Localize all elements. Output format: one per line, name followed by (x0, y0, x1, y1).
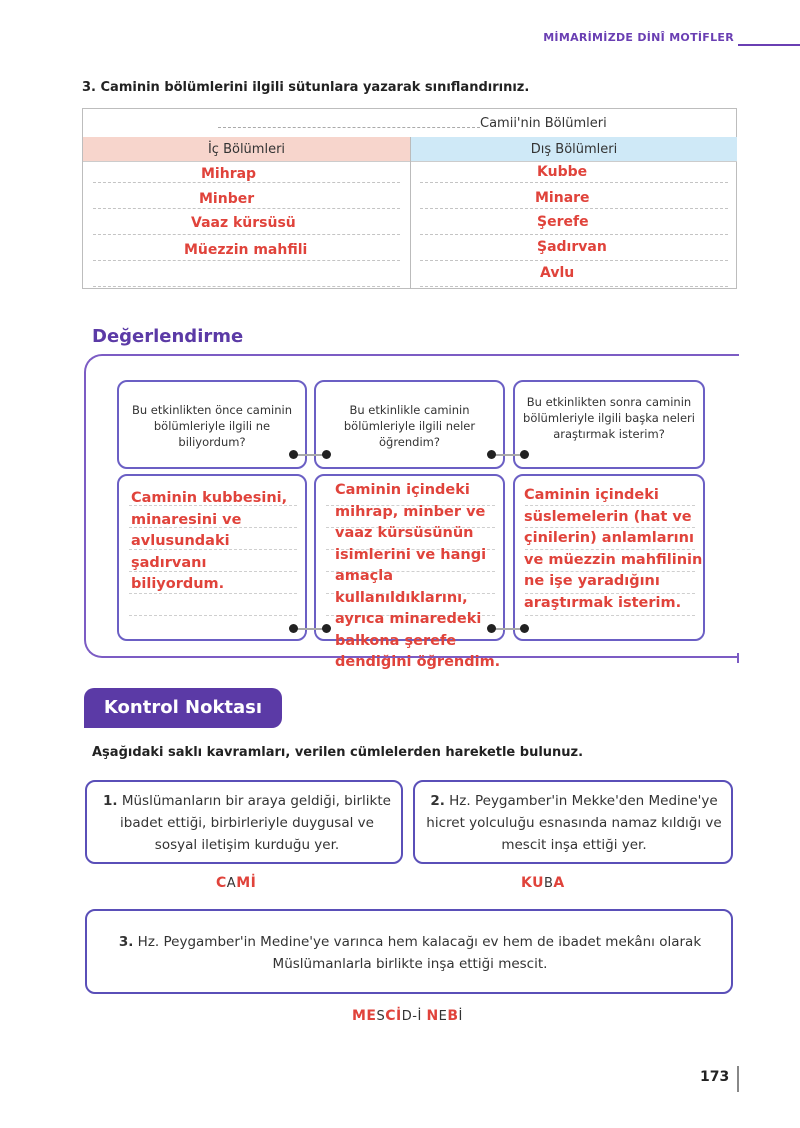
writing-line (129, 614, 297, 616)
question-after-text: Bu etkinlikten sonra caminin bölümleriyle ilgili başka neleri araştırmak isterim? (523, 395, 695, 441)
answer-3-part: N (426, 1008, 439, 1024)
outer-answer: Avlu (540, 265, 575, 281)
answer-after-text: Caminin içindeki süslemelerin (hat ve çinilerin) anlamlarını ve müezzin mahfilinin ne işe yaradığını araştırmak isterim. (524, 487, 703, 611)
writing-line (525, 614, 695, 616)
q3-text: . Caminin bölümlerini ilgili sütunlara yazarak sınıflandırınız. (91, 80, 530, 95)
connector-dot (322, 450, 331, 459)
checkpoint-instruction: Aşağıdaki saklı kavramları, verilen cümlelerden hareketle bulunuz. (92, 745, 584, 760)
answer-1-part: Mİ (236, 875, 257, 891)
answer-before-text: Caminin kubbesini, minaresini ve avlusundaki şadırvanı biliyordum. (131, 490, 288, 592)
outer-column-header (410, 137, 737, 162)
answer-2-part: A (553, 875, 565, 891)
answer-3-part: İ (458, 1009, 463, 1024)
table-title: Camii'nin Bölümleri (480, 116, 607, 131)
answer-3-part: ME (352, 1008, 377, 1024)
clue-2 (423, 790, 725, 856)
connector-dot (322, 624, 331, 633)
header-title: MİMARİMİZDE DİNÎ MOTİFLER (543, 31, 734, 44)
q3-title (82, 80, 529, 95)
evaluation-title: Değerlendirme (92, 326, 244, 347)
outer-column-label: Dış Bölümleri (530, 142, 618, 157)
writing-line (93, 285, 400, 287)
writing-line (420, 259, 728, 261)
frame-end-tick (737, 653, 739, 663)
inner-answer: Mihrap (201, 166, 257, 182)
page-number: 173 (700, 1069, 730, 1085)
connector-dot (289, 450, 298, 459)
header-underline (738, 44, 800, 46)
question-box-before (117, 380, 307, 469)
writing-line (420, 285, 728, 287)
question-learned-text: Bu etkinlikle caminin bölümleriyle ilgili neler öğrendim? (343, 403, 476, 449)
clue-1-text: Müslümanların bir araya geldiği, birlikte ibadet ettiği, birbirleriyle duygusal ve sosyal iletişim kurduğu yer. (120, 793, 391, 853)
outer-answer: Şadırvan (537, 239, 607, 255)
inner-answer: Müezzin mahfili (184, 242, 308, 258)
answer-3-part: D-İ (401, 1009, 422, 1024)
clue-1 (101, 790, 393, 856)
clue-3-text: Hz. Peygamber'in Medine'ye varınca hem kalacağı ev hem de ibadet mekânı olarak Müslümanlarla birlikte inşa ettiği mescit. (137, 934, 702, 972)
question-box-after (513, 380, 705, 469)
outer-answer: Minare (535, 190, 590, 206)
answer-3-part: B (447, 1008, 459, 1024)
table-header (83, 109, 736, 138)
outer-answer: Şerefe (537, 214, 589, 230)
clue-3-number: 3. (118, 934, 134, 950)
writing-line (93, 207, 400, 209)
answer-1 (216, 875, 256, 891)
answer-1-part: A (226, 876, 237, 891)
classification-table (82, 108, 737, 289)
clue-box-1 (85, 780, 403, 864)
connector-dot (487, 450, 496, 459)
clue-2-text: Hz. Peygamber'in Mekke'den Medine'ye hicret yolculuğu esnasında namaz kıldığı ve mescit inşa ettiği yer. (426, 793, 722, 853)
clue-box-2 (413, 780, 733, 864)
clue-1-number: 1. (103, 793, 118, 809)
answer-2 (521, 875, 565, 891)
column-divider (410, 161, 411, 289)
answer-3-part: E (438, 1009, 448, 1024)
writing-line (420, 233, 728, 235)
writing-line (420, 207, 728, 209)
checkpoint-title: Kontrol Noktası (103, 697, 263, 718)
answer-3 (352, 1008, 463, 1024)
question-before-text: Bu etkinlikten önce caminin bölümleriyle ilgili ne biliyordum? (131, 403, 293, 449)
writing-line (93, 233, 400, 235)
q3-number: 3 (82, 80, 92, 95)
answer-1-part: C (216, 875, 227, 891)
connector-dot (520, 450, 529, 459)
writing-line (420, 181, 728, 183)
question-box-learned (314, 380, 505, 469)
page-number-bar (737, 1066, 739, 1092)
checkpoint-tab (84, 688, 282, 728)
answer-learned-text: Caminin içindeki mihrap, minber ve vaaz kürsüsünün isimlerini ve hangi amaçla kullanıldıklarını, ayrıca minaredeki balkona şerefe dendiğini öğrendim. (335, 482, 501, 670)
inner-column-label: İç Bölümleri (207, 142, 286, 157)
header-dashline (218, 127, 480, 128)
answer-2-part: B (543, 876, 554, 891)
clue-box-3 (85, 909, 733, 994)
clue-3 (107, 931, 713, 975)
clue-2-number: 2. (430, 793, 445, 809)
answer-3-part: S (376, 1009, 386, 1024)
writing-line (93, 259, 400, 261)
answer-3-part: Cİ (385, 1008, 402, 1024)
connector-dot (289, 624, 298, 633)
answer-2-part: KU (521, 875, 544, 891)
inner-answer: Minber (199, 191, 255, 207)
connector-dot (520, 624, 529, 633)
outer-answer: Kubbe (537, 164, 588, 180)
inner-column-header (83, 137, 410, 162)
inner-answer: Vaaz kürsüsü (191, 215, 296, 231)
